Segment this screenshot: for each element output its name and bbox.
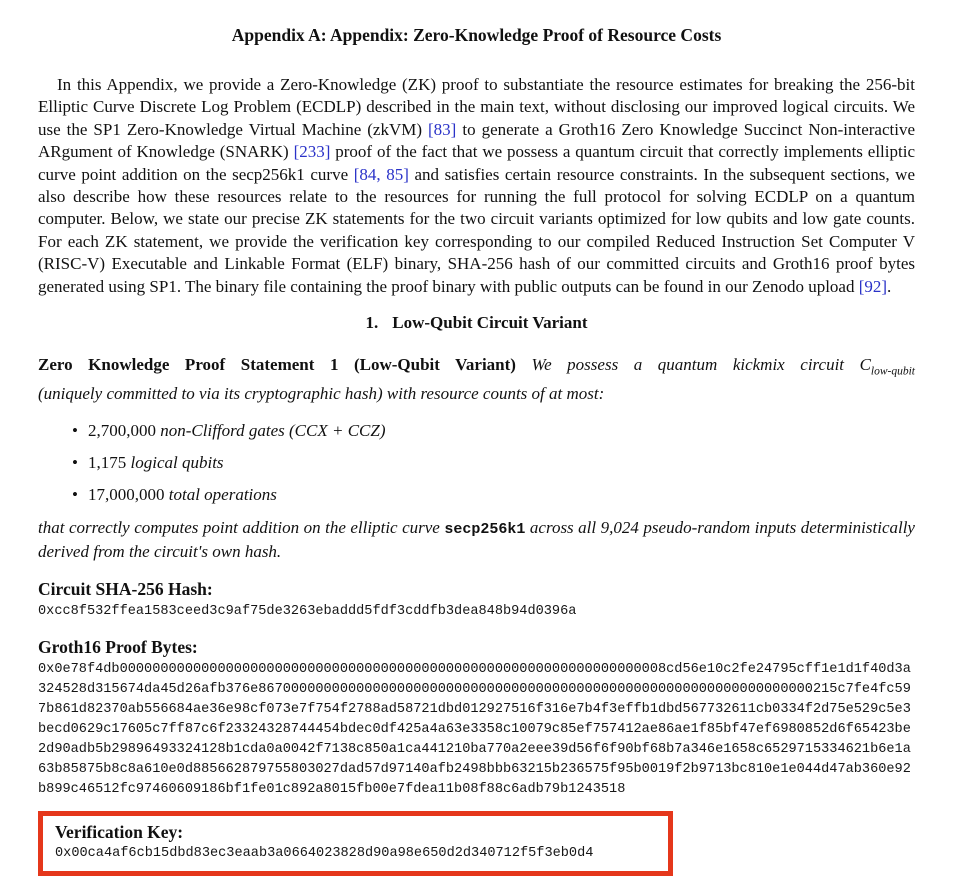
sha-hash-value: 0xcc8f532ffea1583ceed3c9af75de3263ebaddd5fdf3cddfb3dea848b94d0396a: [38, 603, 577, 619]
bullet-value: 17,000,000: [88, 485, 165, 505]
bullet-text: logical qubits: [126, 453, 224, 473]
section-heading: [38, 312, 915, 334]
resource-bullet-gates: [72, 420, 915, 442]
proof-bytes-line: 63b85875b8c8a610e0d885662879755803027dad57d97140afb2498bbb63215b236575f95b0019f2b9713bc810e1e044d47ab360e92: [38, 761, 911, 777]
resource-bullet-list: [38, 420, 915, 507]
proof-bytes-heading: Groth16 Proof Bytes:: [38, 636, 198, 657]
verification-key-highlight-box: [38, 811, 673, 876]
page-title: Appendix A: Appendix: Zero-Knowledge Proof of Resource Costs: [231, 25, 722, 45]
citation-link-84-85[interactable]: [84, 85]: [353, 164, 409, 184]
intro-text: In this Appendix, we provide a Zero-Knowledge (ZK) proof to substantiate the resource estimates for breaking the 256-bit Elliptic Curve Discrete Log Problem (ECDLP) described in the main text, without disclosing our improved logical circuits. We use the SP1 Zero-Knowledge Virtual Machine (zkVM): [38, 75, 915, 139]
bullet-value: 1,175: [88, 453, 127, 473]
proof-bytes-line: b899c46512fc97460609186bf1fe01c892a8015fb00e7fdea11b08f88c6adb79b1243518: [38, 781, 626, 797]
sha-heading: Circuit SHA-256 Hash:: [38, 578, 213, 599]
proof-bytes-value: [38, 660, 915, 800]
section-title: Low-Qubit Circuit Variant: [392, 313, 588, 333]
intro-text: .: [887, 276, 892, 296]
section-number: 1.: [365, 313, 379, 333]
statement-intro-italic: We possess a quantum kickmix circuit: [515, 355, 860, 375]
circuit-subscript: low-qubit: [870, 365, 915, 378]
statement-label: Zero Knowledge Proof Statement 1 (Low-Qubit Variant): [38, 355, 516, 375]
resource-bullet-operations: [72, 484, 915, 506]
proof-bytes-line: 7b861d82370ab556684ae36e98cf073e7f754f2788ad58721dbd012927516f316e7b4f3effb1dbd567732611cb0334f2d75e529c5e3: [38, 701, 911, 717]
closing-text: that correctly computes point addition on the elliptic curve: [38, 517, 445, 537]
curve-name-code: secp256k1: [444, 520, 526, 538]
intro-text: proof of the fact that we possess a quantum circuit that correctly implements elliptic curve point addition on the secp256k1 curve: [38, 142, 915, 184]
zk-statement-line2: (uniquely committed to via its cryptographic hash) with resource counts of at most:: [38, 384, 605, 404]
proof-bytes-line: 2d90adb5b29896493324128b1cda0a0042f7138c850a1ca441210ba770a2eee39d56f6f90bf68b7a346e1658c6529715334621b6e1a: [38, 741, 911, 757]
bullet-text: total operations: [164, 485, 277, 505]
proof-bytes-line: 324528d315674da45d26afb376e86700000000000000000000000000000000000000000000000000000000000000000215c7fe4fc59: [38, 681, 911, 697]
citation-link-233[interactable]: [233]: [293, 142, 331, 162]
proof-bytes-line: 0x0e78f4db0000000000000000000000000000000000000000000000000000000000000000008cd56e10c2fe24795cff1e1d1f40d3a: [38, 661, 911, 677]
verification-key-value: 0x00ca4af6cb15dbd83ec3eaab3a0664023828d90a98e650d2d340712f5f3eb0d4: [55, 845, 594, 861]
bullet-text: non-Clifford gates (CCX + CCZ): [156, 420, 386, 440]
zk-statement-line1: [38, 354, 915, 383]
resource-bullet-qubits: [72, 452, 915, 474]
closing-text: across all 9,024 pseudo-random inputs deterministically derived from the circuit's own hash.: [38, 517, 915, 562]
intro-text: to generate a Groth16 Zero Knowledge Succinct Non-interactive ARgument of Knowledge (SNARK): [38, 119, 915, 162]
zk-statement: [38, 354, 915, 405]
proof-bytes-line: becd0629c17605c7ff87c6f23324328744454bdec0df425a4a63e3358c10079c85ef757412ae86ae1f85bf47ef6980852d6f65423be: [38, 721, 911, 737]
bullet-value: 2,700,000: [88, 420, 156, 440]
citation-link-92[interactable]: [92]: [858, 276, 888, 296]
statement-closing-paragraph: [38, 517, 915, 564]
citation-link-83[interactable]: [83]: [428, 119, 457, 139]
intro-text: and satisfies certain resource constraints. In the subsequent sections, we also describe how these resources relate to the resources for running the full protocol for solving ECDLP on a quantum computer. Below, we state our precise ZK statements for the two circuit variants optimized for low qubits and low gate counts. For each ZK statement, we provide the verification key corresponding to our compiled Reduced Instruction Set Computer V (RISC-V) Executable and Linkable Format (ELF) binary, SHA-256 hash of our committed circuits and Groth16 proof bytes generated using SP1. The binary file containing the proof binary with public outputs can be found in our Zenodo upload: [38, 164, 915, 296]
circuit-symbol: C: [859, 355, 871, 375]
intro-paragraph: [38, 74, 915, 298]
verification-key-heading: Verification Key:: [55, 821, 184, 842]
